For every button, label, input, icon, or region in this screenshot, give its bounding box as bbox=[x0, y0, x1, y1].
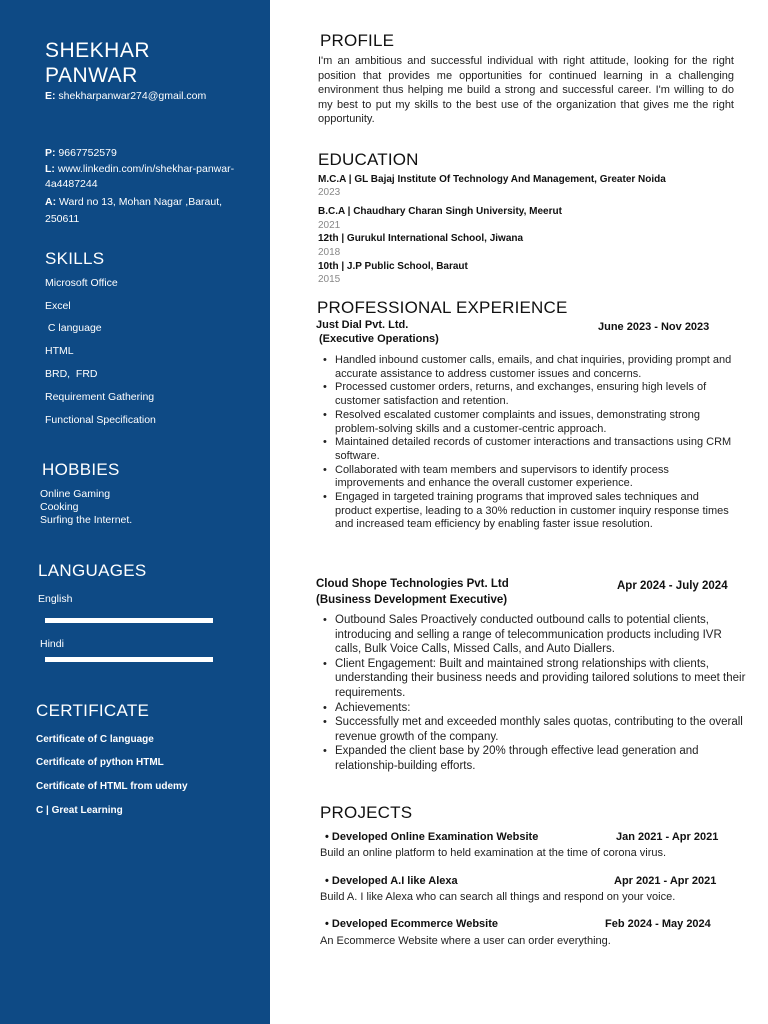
bullet-item: • Achievements: bbox=[320, 701, 746, 716]
linkedin-label: L: bbox=[45, 163, 55, 175]
certificate-heading: CERTIFICATE bbox=[36, 701, 150, 720]
skill-item: C language bbox=[45, 322, 102, 334]
education-year: 2018 bbox=[318, 247, 341, 258]
project-description: Build A. I like Alexa who can search all things and respond on your voice. bbox=[320, 891, 676, 903]
project-description: An Ecommerce Website where a user can order everything. bbox=[320, 935, 611, 947]
job-company: Cloud Shope Technologies Pvt. Ltd bbox=[316, 578, 509, 590]
education-title: 10th | J.P Public School, Baraut bbox=[318, 261, 468, 272]
address-label: A: bbox=[45, 196, 57, 208]
language-name-hindi: Hindi bbox=[40, 638, 64, 650]
hobby-item: Online Gaming bbox=[40, 488, 111, 500]
projects-heading: PROJECTS bbox=[320, 803, 413, 822]
linkedin-line bbox=[45, 162, 267, 192]
bullet-item: • Maintained detailed records of customer interactions and transactions using CRM software. bbox=[320, 436, 738, 463]
linkedin-value-cont[interactable]: 4a4487244 bbox=[45, 178, 98, 190]
job-role: (Executive Operations) bbox=[319, 333, 439, 345]
project-title: • Developed Ecommerce Website bbox=[325, 918, 499, 930]
project-title: • Developed A.I like Alexa bbox=[325, 875, 458, 887]
project-dates: Jan 2021 - Apr 2021 bbox=[616, 831, 719, 843]
job-role: (Business Development Executive) bbox=[316, 594, 508, 606]
project-title-text: Developed A.I like Alexa bbox=[331, 875, 458, 887]
address-value: Ward no 13, Mohan Nagar ,Baraut, bbox=[59, 196, 223, 208]
phone-line bbox=[45, 146, 117, 161]
job-bullets bbox=[320, 613, 746, 774]
bullet-item: • Processed customer orders, returns, and exchanges, ensuring high levels of customer satisfaction and retention. bbox=[320, 381, 738, 408]
project-title-text: Developed Online Examination Website bbox=[331, 831, 539, 843]
job-dates: Apr 2024 - July 2024 bbox=[617, 580, 728, 592]
bullet-item: • Expanded the client base by 20% through effective lead generation and relationship-building efforts. bbox=[320, 744, 746, 773]
certificate-item: C | Great Learning bbox=[36, 805, 123, 816]
address-line bbox=[45, 194, 267, 228]
language-level-bar-hindi bbox=[45, 657, 213, 662]
education-heading: EDUCATION bbox=[318, 150, 419, 169]
hobbies-heading: HOBBIES bbox=[42, 460, 120, 479]
bullet-item: • Successfully met and exceeded monthly sales quotas, contributing to the overall revenue growth of the company. bbox=[320, 715, 746, 744]
profile-heading: PROFILE bbox=[320, 31, 395, 50]
education-title: 12th | Gurukul International School, Jiwana bbox=[318, 233, 524, 244]
language-name-english: English bbox=[38, 593, 73, 605]
email-line bbox=[45, 89, 206, 104]
bullet-item: • Handled inbound customer calls, emails, and chat inquiries, providing prompt and accurate assistance to address customer issues and concerns. bbox=[320, 354, 738, 381]
language-level-bar-english bbox=[45, 618, 213, 623]
education-title: M.C.A | GL Bajaj Institute Of Technology And Management, Greater Noida bbox=[318, 174, 666, 185]
email-value[interactable]: shekharpanwar274@gmail.com bbox=[58, 90, 207, 102]
experience-heading: PROFESSIONAL EXPERIENCE bbox=[317, 298, 568, 317]
project-dates: Feb 2024 - May 2024 bbox=[605, 918, 711, 930]
education-year: 2015 bbox=[318, 274, 341, 285]
bullet-item: • Client Engagement: Built and maintained strong relationships with clients, understanding their business needs and providing tailored solutions to meet their requirements. bbox=[320, 657, 746, 701]
skill-item: BRD, FRD bbox=[45, 368, 98, 380]
main-content bbox=[270, 0, 768, 1024]
job-company: Just Dial Pvt. Ltd. bbox=[316, 319, 409, 331]
email-label: E: bbox=[45, 90, 56, 102]
education-title: B.C.A | Chaudhary Charan Singh University, Meerut bbox=[318, 206, 562, 217]
project-title: • Developed Online Examination Website bbox=[325, 831, 539, 843]
bullet-item: • Outbound Sales Proactively conducted outbound calls to potential clients, introducing and selling a range of telecommunication products including IVR calls, Bulk Voice Calls, Missed Calls, and Auto Diallers. bbox=[320, 613, 746, 657]
bullet-item: • Resolved escalated customer complaints and issues, demonstrating strong problem-solving skills and a customer-centric approach. bbox=[320, 409, 738, 436]
education-year: 2021 bbox=[318, 220, 341, 231]
skill-item: Functional Specification bbox=[45, 414, 156, 426]
linkedin-value[interactable]: www.linkedin.com/in/shekhar-panwar- bbox=[57, 163, 235, 175]
certificate-item: Certificate of HTML from udemy bbox=[36, 781, 188, 792]
hobby-item: Surfing the Internet. bbox=[40, 514, 133, 526]
job-dates: June 2023 - Nov 2023 bbox=[598, 321, 710, 333]
phone-value[interactable]: 9667752579 bbox=[58, 147, 117, 159]
certificate-item: Certificate of C language bbox=[36, 734, 154, 745]
sidebar bbox=[0, 0, 270, 1024]
skill-item: HTML bbox=[45, 345, 74, 357]
skill-item: Microsoft Office bbox=[45, 277, 118, 289]
address-value-cont: 250611 bbox=[45, 213, 80, 225]
skill-item: Excel bbox=[45, 300, 71, 312]
job-bullets bbox=[320, 354, 738, 532]
certificate-item: Certificate of python HTML bbox=[36, 757, 164, 768]
education-year: 2023 bbox=[318, 187, 341, 198]
bullet-item: • Engaged in targeted training programs that improved sales techniques and product expertise, leading to a 30% reduction in customer inquiry response times and increased team efficiency by enabling faster issue resolution. bbox=[320, 491, 738, 532]
phone-label: P: bbox=[45, 147, 56, 159]
project-title-text: Developed Ecommerce Website bbox=[331, 918, 499, 930]
candidate-name: SHEKHAR PANWAR bbox=[45, 39, 151, 87]
hobby-item: Cooking bbox=[40, 501, 79, 513]
languages-heading: LANGUAGES bbox=[38, 561, 147, 580]
skills-heading: SKILLS bbox=[45, 249, 105, 268]
project-dates: Apr 2021 - Apr 2021 bbox=[614, 875, 717, 887]
profile-text: I'm an ambitious and successful individual with right attitude, looking for the right position that provides me opportunities for continued learning in a challenging environment thus helping me build a strong and successful career. I'm willing to do my best to put my skills to the best use of the organization that gives me the right opportunity. bbox=[318, 55, 734, 125]
bullet-item: • Collaborated with team members and supervisors to identify process improvements and enhance the overall customer experience. bbox=[320, 464, 738, 491]
skill-item: Requirement Gathering bbox=[45, 391, 155, 403]
project-description: Build an online platform to held examination at the time of corona virus. bbox=[320, 847, 667, 859]
